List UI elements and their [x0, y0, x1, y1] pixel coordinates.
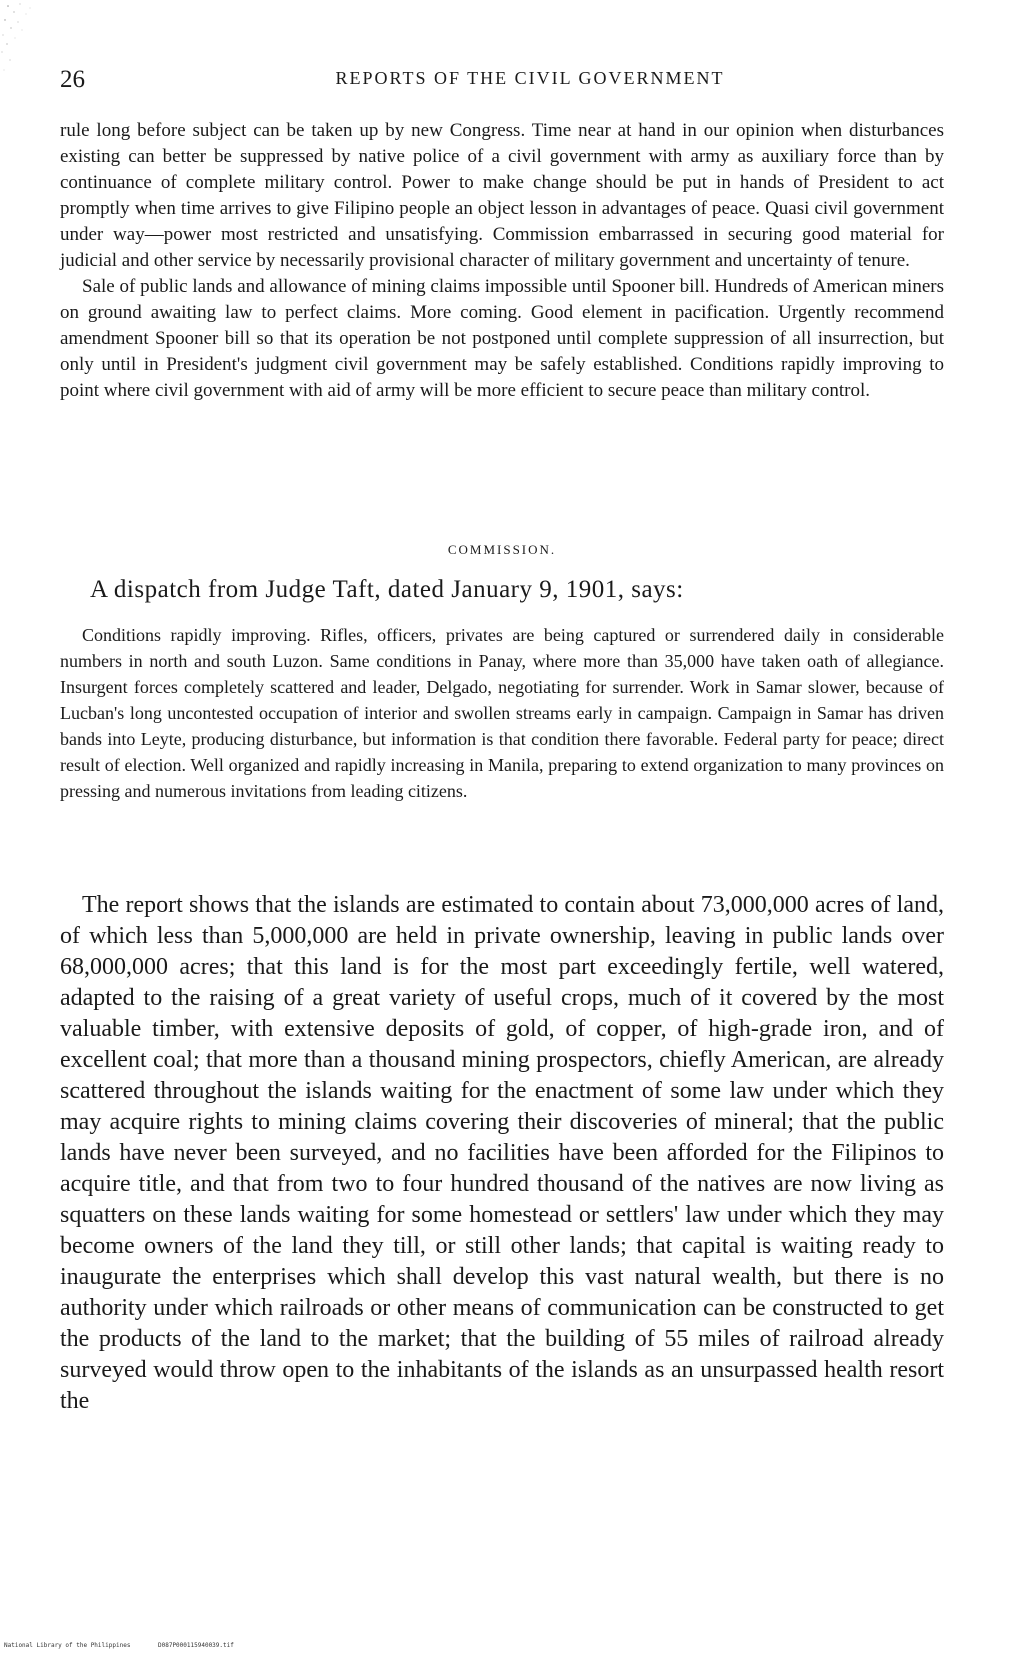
- commission-signature: COMMISSION.: [447, 542, 557, 557]
- running-header: [60, 60, 950, 100]
- library-credit: National Library of the Philippines: [4, 1642, 131, 1649]
- report-paragraph: The report shows that the islands are estimated to contain about 73,000,000 acres of land, of which less than 5,000,000 are held in private ownership, leaving in public lands over 68,000,000 acres; that this land is for the most part exceedingly fertile, well watered, adapted to the raising of a great variety of useful crops, much of it covered by the most valuable timber, with extensive deposits of gold, of copper, of high-grade iron, and of excellent coal; that more than a thousand mining prospectors, chiefly American, are already scattered throughout the islands waiting for the enactment of some law under which they may acquire rights to mining claims covering their discoveries of mineral; that the public lands have never been surveyed, and no facilities have been afforded for the Filipinos to acquire title, and that from two to four hundred thousand of the natives are now living as squatters on these lands waiting for some homestead or settlers' law under which they may become owners of the land they till, or still other lands; that capital is waiting ready to inaugurate the enterprises which shall develop this vast natural wealth, but there is no authority under which railroads or other means of communication can be constructed to get the products of the land to the market; that the building of 55 miles of railroad already surveyed would throw open to the inhabitants of the islands as an unsurpassed health resort the: [60, 892, 944, 1414]
- telegram-paragraph-2: Sale of public lands and allowance of mining claims impossible until Spooner bill. Hundreds of American miners on ground awaiting law to perfect claims. More coming. Good element in pacification. Urgently recommend amendment Spooner bill so that its operation be not postponed until complete suppression of all insurrection, but only until in President's judgment civil government may be safely established. Conditions rapidly improving to point where civil government with aid of army will be more efficient to secure peace than military control.: [60, 276, 944, 401]
- running-head-title: REPORTS OF THE CIVIL GOVERNMENT: [335, 68, 725, 88]
- scan-speckle-decoration: [0, 0, 60, 90]
- telegram-paragraph-1: rule long before subject can be taken up by new Congress. Time near at hand in our opinion when disturbances existing can better be suppressed by native police of a civil government with army as auxiliary force than by continuance of complete military control. Power to make change should be put in hands of President to act promptly when time arrives to give Filipino people an object lesson in advantages of peace. Quasi civil government under way—power most restricted and unsatisfying. Commission embarrassed in securing good material for judicial and other service by necessarily provisional character of military government and uncertainty of tenure.: [60, 120, 944, 271]
- continued-telegram-text: [60, 118, 944, 404]
- dispatch-paragraph: Conditions rapidly improving. Rifles, officers, privates are being captured or surrendered daily in considerable numbers in north and south Luzon. Same conditions in Panay, where more than 35,000 have taken oath of allegiance. Insurgent forces completely scattered and leader, Delgado, negotiating for surrender. Work in Samar slower, because of Lucban's long uncontested occupation of interior and swollen streams early in campaign. Campaign in Samar has driven bands into Leyte, producing disturbance, but information is that condition there favorable. Federal party for peace; direct result of election. Well organized and rapidly increasing in Manila, preparing to extend organization to many provinces on pressing and numerous invitations from leading citizens.: [60, 625, 944, 801]
- dispatch-intro-line: A dispatch from Judge Taft, dated January 9, 1901, says:: [90, 576, 684, 603]
- scan-filename: D087P000115940039.tif: [158, 1642, 234, 1649]
- report-text: [60, 890, 944, 1417]
- page-number: 26: [60, 66, 85, 93]
- dispatch-text: [60, 622, 944, 804]
